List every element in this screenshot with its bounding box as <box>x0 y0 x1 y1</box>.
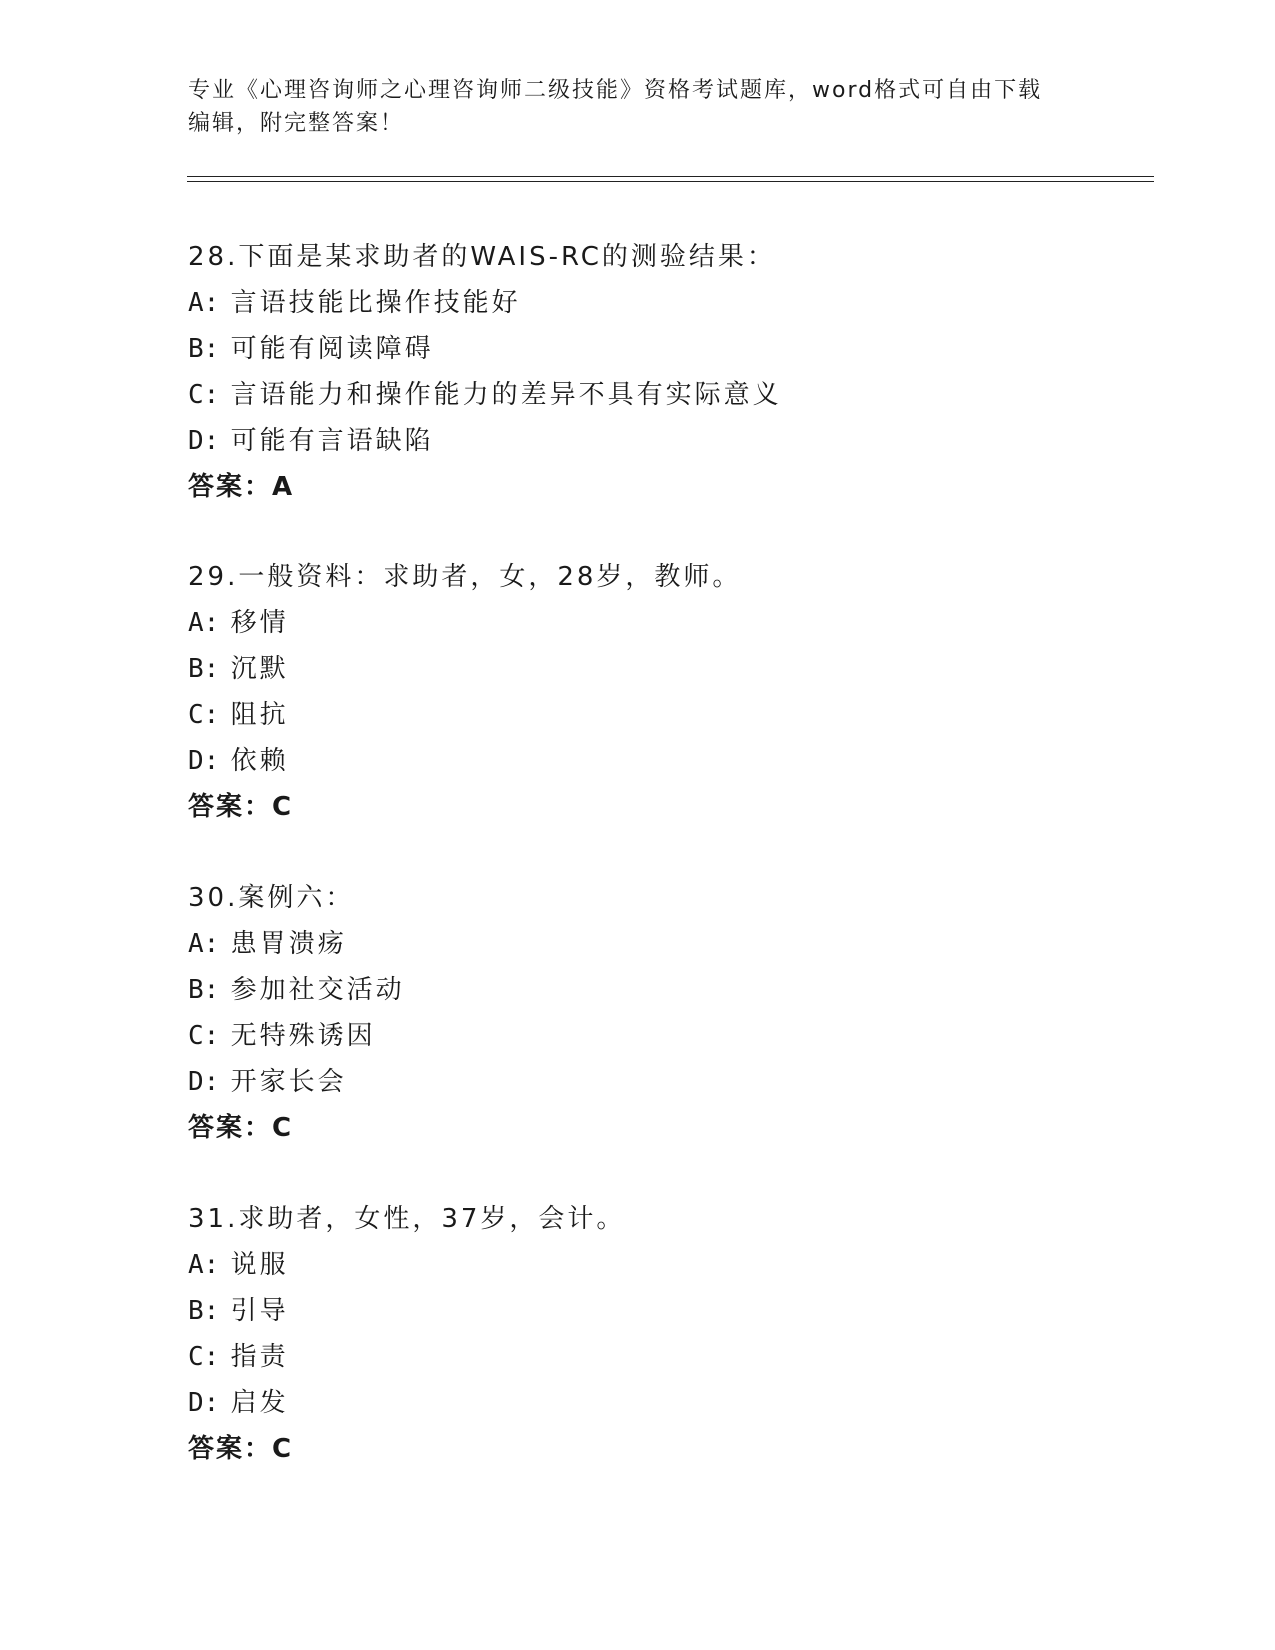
option-text: 言语能力和操作能力的差异不具有实际意义 <box>230 380 782 410</box>
option-text: 沉默 <box>230 654 289 684</box>
option-letter: A: <box>188 288 220 318</box>
option-b <box>188 326 1148 372</box>
option-letter: C: <box>188 700 220 730</box>
option-a <box>188 280 1148 326</box>
option-text: 移情 <box>230 608 289 638</box>
option-d <box>188 1059 1148 1105</box>
option-text: 阻抗 <box>230 700 289 730</box>
option-a <box>188 600 1148 646</box>
option-text: 指责 <box>230 1342 289 1372</box>
option-text: 无特殊诱因 <box>230 1021 376 1051</box>
option-letter: C: <box>188 1021 220 1051</box>
option-letter: D: <box>188 746 220 776</box>
option-text: 可能有阅读障碍 <box>230 334 434 364</box>
option-text: 启发 <box>230 1388 289 1418</box>
header-line-2: 编辑，附完整答案！ <box>188 111 405 136</box>
option-letter: A: <box>188 608 220 638</box>
option-letter: B: <box>188 975 220 1005</box>
option-d <box>188 1380 1148 1426</box>
option-text: 引导 <box>230 1296 289 1326</box>
question-stem: 28.下面是某求助者的WAIS-RC的测验结果： <box>188 242 776 272</box>
option-letter: A: <box>188 1250 220 1280</box>
question-stem: 31.求助者，女性，37岁，会计。 <box>188 1204 626 1234</box>
option-text: 言语技能比操作技能好 <box>230 288 521 318</box>
option-b <box>188 967 1148 1013</box>
question-28 <box>188 234 1148 510</box>
option-c <box>188 1013 1148 1059</box>
answer: 答案：C <box>188 792 294 822</box>
option-c <box>188 692 1148 738</box>
option-d <box>188 418 1148 464</box>
option-d <box>188 738 1148 784</box>
question-31 <box>188 1196 1148 1472</box>
option-letter: D: <box>188 1067 220 1097</box>
document-header <box>188 74 1068 140</box>
option-letter: C: <box>188 380 220 410</box>
question-29 <box>188 554 1148 830</box>
header-line-1: 专业《心理咨询师之心理咨询师二级技能》资格考试题库，word格式可自由下载 <box>188 78 1043 103</box>
header-divider-top <box>187 176 1154 177</box>
question-30 <box>188 875 1148 1151</box>
option-letter: C: <box>188 1342 220 1372</box>
answer: 答案：A <box>188 472 295 502</box>
option-text: 依赖 <box>230 746 289 776</box>
option-letter: B: <box>188 1296 220 1326</box>
answer: 答案：C <box>188 1113 294 1143</box>
option-b <box>188 646 1148 692</box>
option-b <box>188 1288 1148 1334</box>
option-text: 可能有言语缺陷 <box>230 426 434 456</box>
option-letter: B: <box>188 654 220 684</box>
question-stem: 29.一般资料：求助者，女，28岁，教师。 <box>188 562 742 592</box>
option-letter: A: <box>188 929 220 959</box>
option-letter: D: <box>188 1388 220 1418</box>
option-c <box>188 372 1148 418</box>
option-letter: B: <box>188 334 220 364</box>
option-letter: D: <box>188 426 220 456</box>
header-divider-bottom <box>187 181 1154 182</box>
option-text: 参加社交活动 <box>230 975 405 1005</box>
option-text: 说服 <box>230 1250 289 1280</box>
option-text: 开家长会 <box>230 1067 347 1097</box>
option-a <box>188 1242 1148 1288</box>
option-text: 患胃溃疡 <box>230 929 347 959</box>
option-c <box>188 1334 1148 1380</box>
option-a <box>188 921 1148 967</box>
answer: 答案：C <box>188 1434 294 1464</box>
question-stem: 30.案例六： <box>188 883 355 913</box>
